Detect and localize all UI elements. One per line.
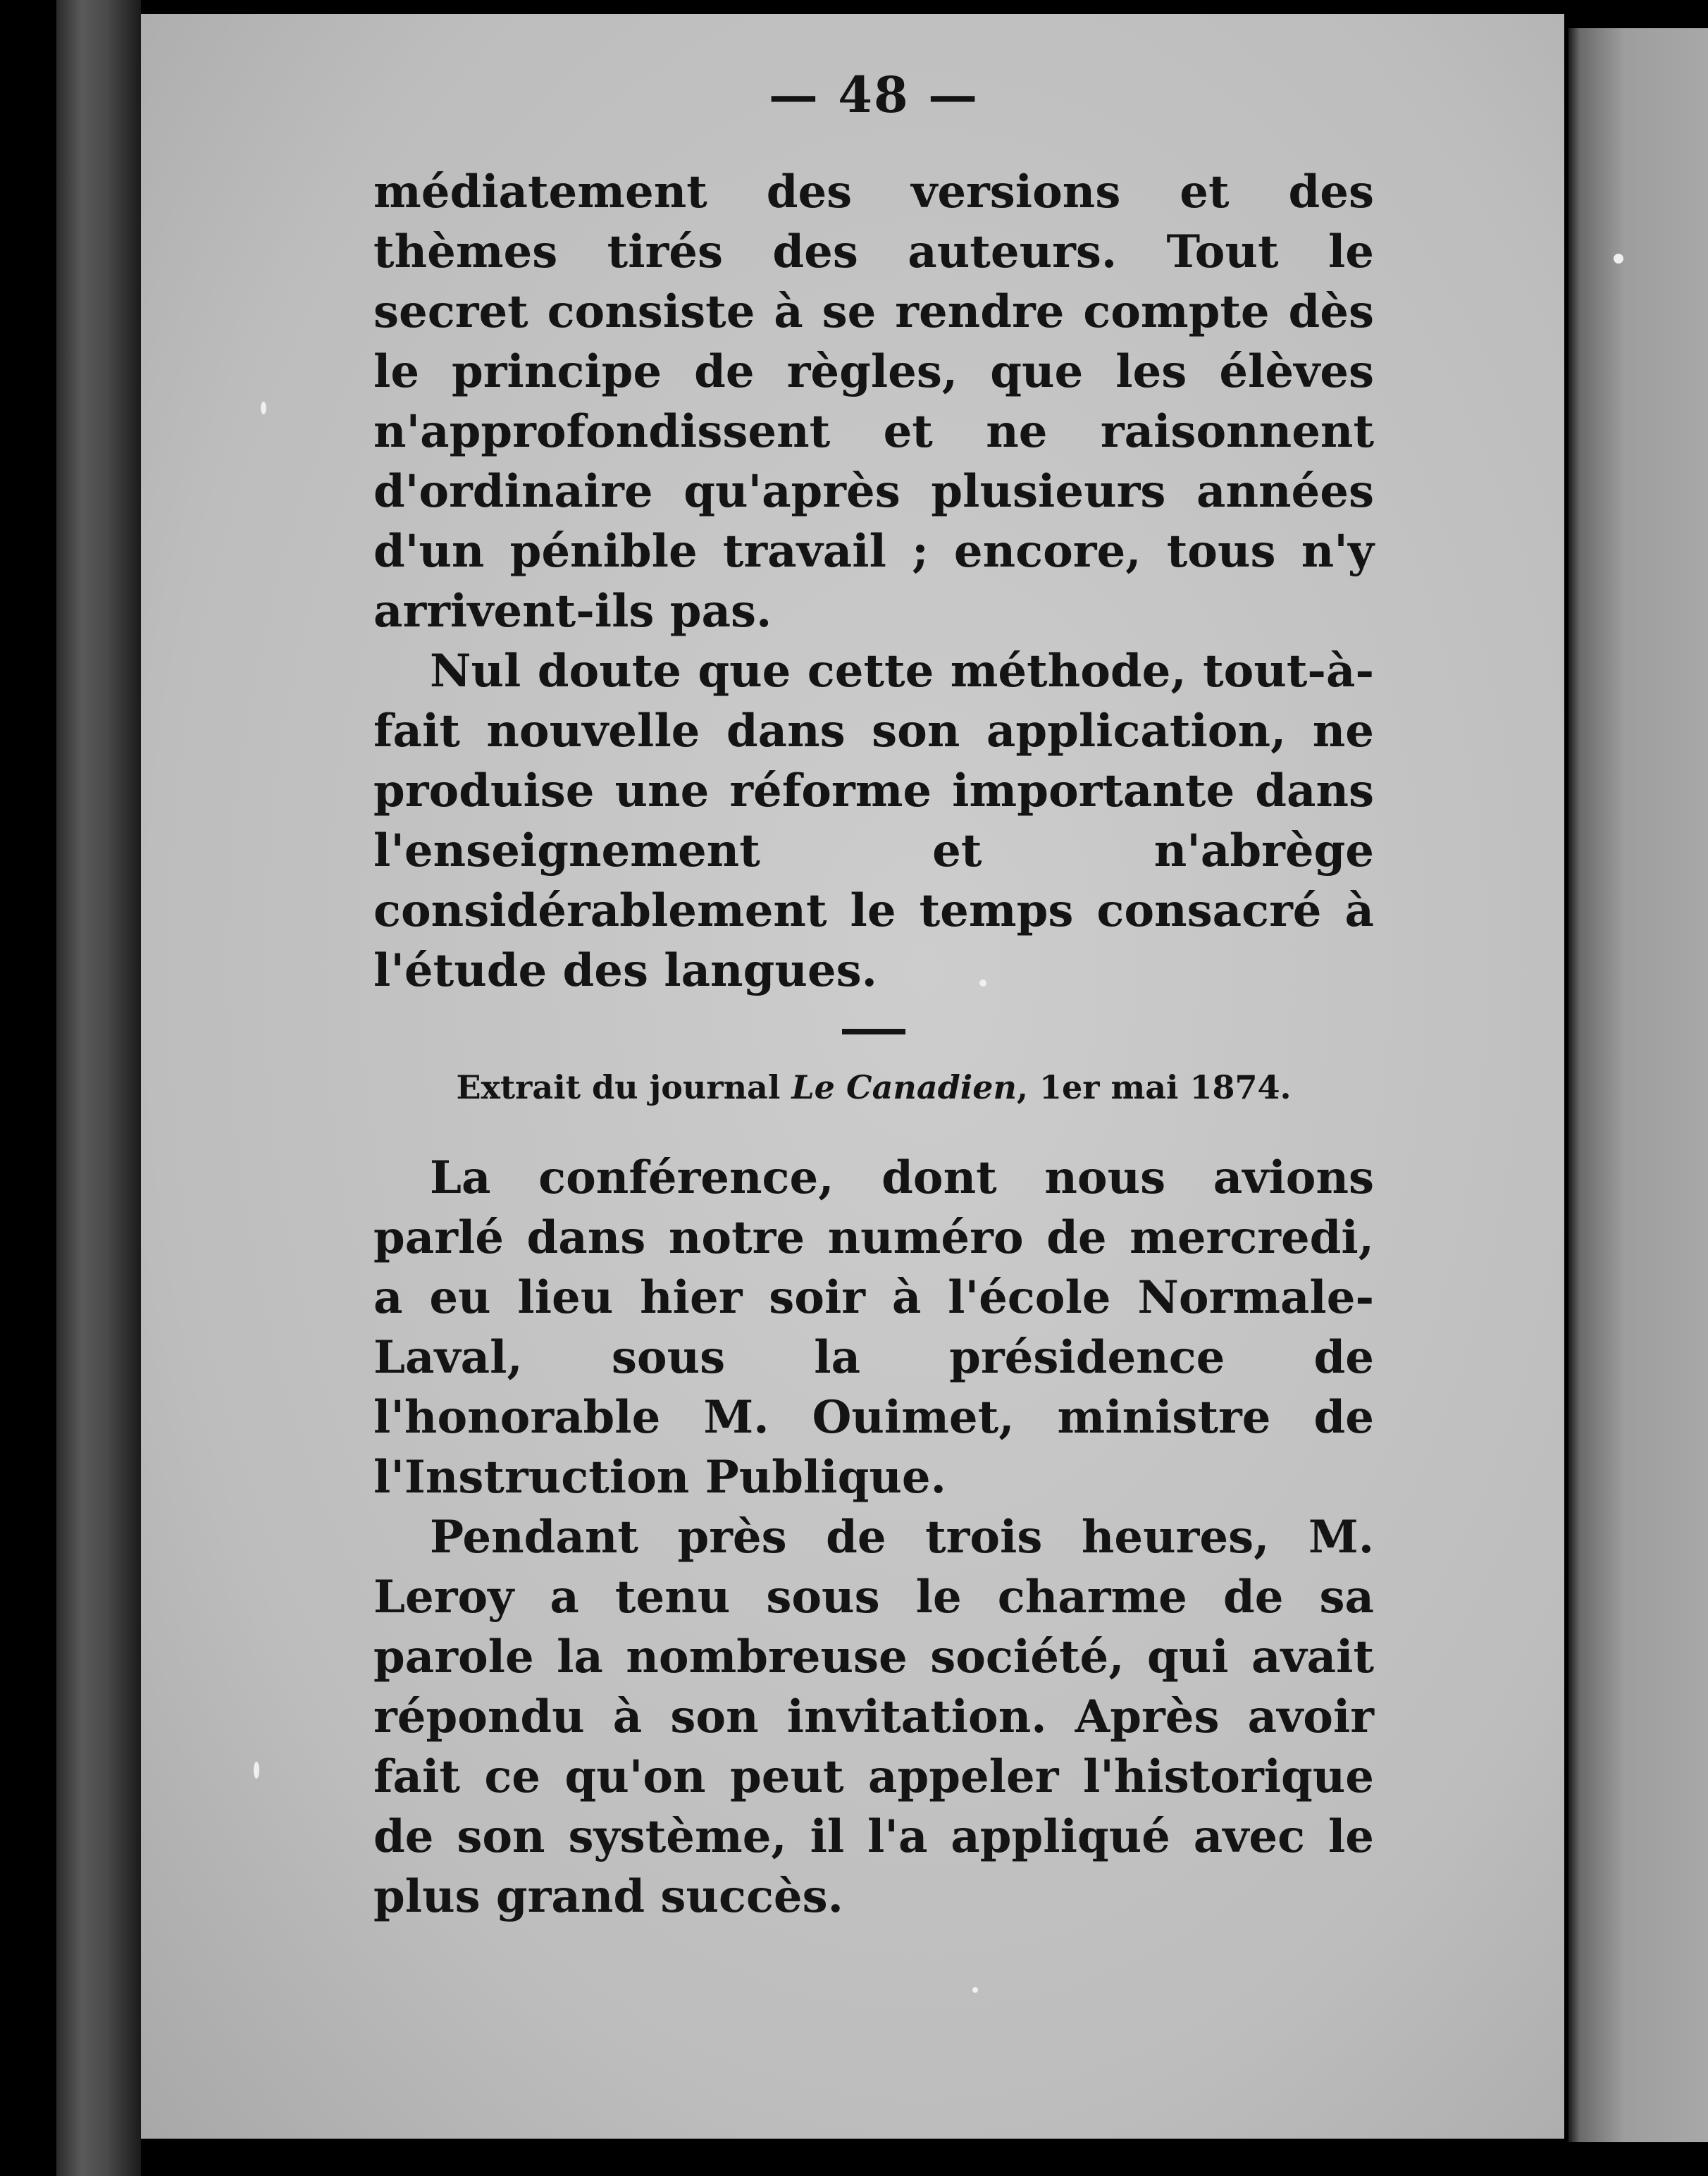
dust-speck (261, 402, 266, 414)
heading-date: , 1er mai 1874. (1016, 1068, 1292, 1106)
paragraph-leroy: Pendant près de trois heures, M. Leroy a tenu sous le charme de sa parole la nombreuse société, qui avait répondu à son invitation. Après avoir fait ce qu'on peut appeler l'historique de son système, il l'a appliqué avec le plus grand succès. (373, 1510, 1374, 1923)
dust-speck (1614, 254, 1623, 264)
paragraph-conference: La conférence, dont nous avions parlé dans notre numéro de mercredi, a eu lieu hier soir à l'école Normale-Laval, sous la présidence de l'honorable M. Ouimet, ministre de l'Instruction Publique. (373, 1151, 1374, 1504)
paragraph-method: Nul doute que cette méthode, tout-à-fait nouvelle dans son application, ne produise une réforme importante dans l'enseignement et n'abrège considérablement le temps consacré à l'étude des langues. (373, 645, 1374, 997)
heading-journal-name: Le Canadien (791, 1068, 1017, 1106)
book-binding-edge (56, 0, 141, 2176)
dust-speck (972, 1987, 978, 1993)
section-heading (373, 1070, 1374, 1106)
page-text-block (373, 66, 1374, 1927)
heading-prefix: Extrait du journal (456, 1068, 792, 1106)
page-number: — 48 — (768, 66, 979, 124)
section-divider (842, 1029, 905, 1034)
dust-speck (254, 1762, 259, 1779)
facing-page-edge (1568, 28, 1708, 2142)
paragraph-continuation: médiatement des versions et des thèmes tirés des auteurs. Tout le secret consiste à se rendre compte dès le principe de règles, que les élèves n'approfondissent et ne raisonnent d'ordinaire qu'après plusieurs années d'un pénible travail ; encore, tous n'y arrivent-ils pas. (373, 166, 1374, 638)
